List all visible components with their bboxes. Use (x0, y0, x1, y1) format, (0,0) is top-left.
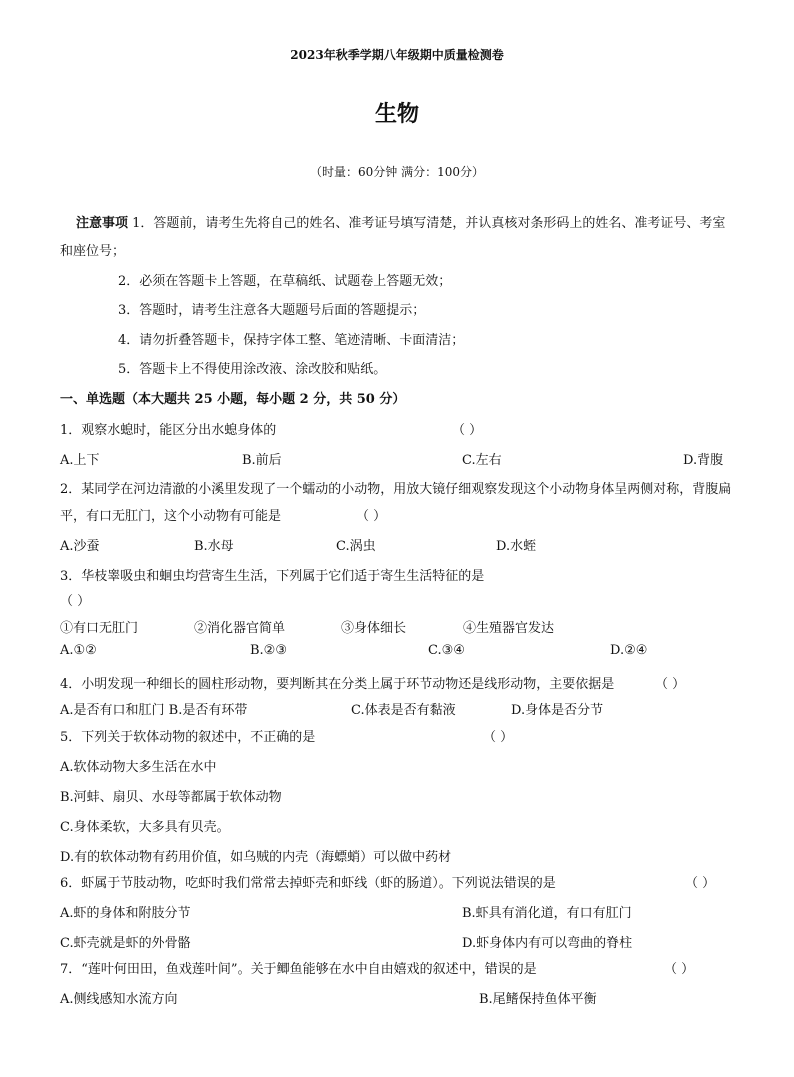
exam-title: 2023年秋季学期八年级期中质量检测卷 (290, 48, 504, 62)
q7-stem: 7．“莲叶何田田，鱼戏莲叶间”。关于鲫鱼能够在水中自由嬉戏的叙述中，错误的是 (60, 962, 537, 977)
q3-answer-bracket: （ ） (60, 594, 91, 609)
notes-item5: 5．答题卡上不得使用涂改液、涂改胶和贴纸。 (118, 362, 387, 377)
q5-option-d: D.有的软体动物有药用价值，如乌贼的内壳（海螵蛸）可以做中药材 (60, 850, 452, 865)
notes-item3: 3．答题时，请考生注意各大题题号后面的答题提示； (118, 303, 426, 318)
notes-item1 (76, 212, 725, 231)
q4-answer-bracket: （ ） (655, 677, 686, 692)
q3-statement-3: ③身体细长 (341, 621, 407, 636)
q6-option-a: A.虾的身体和附肢分节 (60, 906, 191, 921)
q7-option-a: A.侧线感知水流方向 (60, 992, 178, 1007)
notes-item1-text: 1．答题前，请考生先将自己的姓名、准考证号填写清楚，并认真核对条形码上的姓名、准考证号、考室 (128, 216, 726, 231)
subject-title: 生物 (374, 101, 419, 127)
q3-statement-4: ④生殖器官发达 (463, 621, 555, 636)
q2-option-b: B.水母 (194, 539, 234, 554)
q3-statement-2: ②消化器官简单 (194, 621, 286, 636)
q3-option-b: B.②③ (250, 643, 287, 658)
q7-answer-bracket: （ ） (664, 962, 695, 977)
notes-item4: 4．请勿折叠答题卡，保持字体工整、笔迹清晰、卡面清洁； (118, 333, 465, 348)
q1-stem: 1．观察水螅时，能区分出水螅身体的 (60, 423, 277, 438)
q3-option-c: C.③④ (428, 643, 465, 658)
q6-stem: 6．虾属于节肢动物，吃虾时我们常常去掉虾壳和虾线（虾的肠道）。下列说法错误的是 (60, 876, 556, 891)
section1-heading: 一、单选题（本大题共 25 小题，每小题 2 分，共 50 分） (60, 392, 406, 407)
q2-option-d: D.水蛭 (496, 539, 537, 554)
q7-option-b: B.尾鳍保持鱼体平衡 (479, 992, 597, 1007)
q4-option-ab: A.是否有口和肛门 B.是否有环带 (60, 703, 248, 718)
q2-option-c: C.涡虫 (336, 539, 376, 554)
q2-answer-bracket: （ ） (356, 509, 387, 524)
q6-option-c: C.虾壳就是虾的外骨骼 (60, 936, 191, 951)
q3-option-a: A.①② (60, 643, 97, 658)
q6-answer-bracket: （ ） (685, 876, 716, 891)
q3-stem: 3．华枝睾吸虫和蛔虫均营寄生生活，下列属于它们适于寄生生活特征的是 (60, 569, 485, 584)
exam-info: （时量：60分钟 满分：100分） (310, 165, 484, 179)
q6-option-d: D.虾身体内有可以弯曲的脊柱 (462, 936, 633, 951)
q5-option-a: A.软体动物大多生活在水中 (60, 760, 217, 775)
q5-option-b: B.河蚌、扇贝、水母等都属于软体动物 (60, 790, 282, 805)
q1-answer-bracket: （ ） (452, 423, 483, 438)
q3-statement-1: ①有口无肛门 (60, 621, 139, 636)
q2-option-a: A.沙蚕 (60, 539, 100, 554)
q1-option-b: B.前后 (242, 453, 282, 468)
notes-label: 注意事项 (76, 216, 129, 231)
q1-option-a: A.上下 (60, 453, 100, 468)
q6-option-b: B.虾具有消化道，有口有肛门 (462, 906, 632, 921)
q1-option-c: C.左右 (462, 453, 502, 468)
q2-stem-line2: 平，有口无肛门，这个小动物有可能是 (60, 509, 282, 524)
q5-stem: 5．下列关于软体动物的叙述中，不正确的是 (60, 730, 316, 745)
q4-option-c: C.体表是否有黏液 (351, 703, 456, 718)
q2-stem-line1: 2．某同学在河边清澈的小溪里发现了一个蠕动的小动物，用放大镜仔细观察发现这个小动物身体呈两侧对称，背腹扁 (60, 482, 732, 497)
q1-option-d: D.背腹 (683, 453, 724, 468)
notes-item2: 2．必须在答题卡上答题，在草稿纸、试题卷上答题无效； (118, 274, 452, 289)
q3-option-d: D.②④ (610, 643, 648, 658)
q4-option-d: D.身体是否分节 (511, 703, 604, 718)
q4-stem: 4．小明发现一种细长的圆柱形动物，要判断其在分类上属于环节动物还是线形动物，主要依据是 (60, 677, 615, 692)
q5-option-c: C.身体柔软，大多具有贝壳。 (60, 820, 230, 835)
q5-answer-bracket: （ ） (483, 730, 514, 745)
notes-item1-cont: 和座位号； (60, 244, 126, 259)
